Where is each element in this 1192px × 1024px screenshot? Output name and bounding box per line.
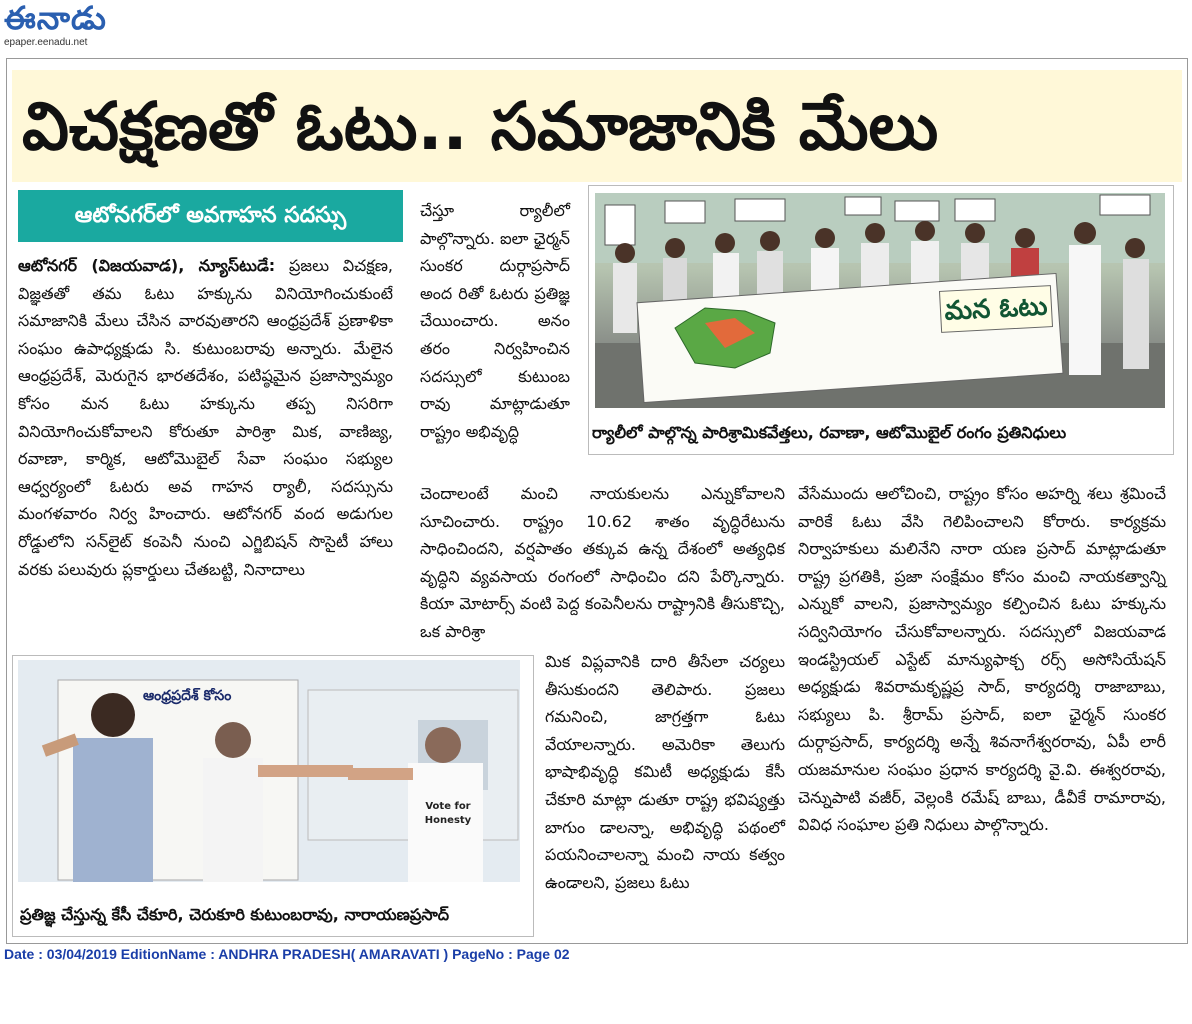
article-text-col2c: మిక విప్లవానికి దారి తీసేలా చర్యలు తీసుకుందని తెలిపారు. ప్రజలు గమనించి, జాగ్రత్తగా ఓటు వేయాలన్నారు. అమెరికా తెలుగు భాషాభివృద్ధి కమిటీ అధ్యక్షుడు కేసీ చేకూరి మాట్లా డుతూ రాష్ట్ర భవిష్యత్తు బాగుం డాలన్నా, అభివృద్ధి పథంలో పయనించాలన్నా మంచి నాయ కత్వం ఉండాలని, ప్రజలు ఓటు <box>545 652 785 892</box>
article-text-col2b: చెందాలంటే మంచి నాయకులను ఎన్నుకోవాలని సూచించారు. రాష్ట్రం 10.62 శాతం వృద్ధిరేటును సాధించిందని, వర్షపాతం తక్కువ ఉన్న దేశంలో అత్యధిక వృద్ధిని వ్యవసాయ రంగంలో సాధించిం దని పేర్కొన్నారు. కియా మోటార్స్‌ వంటి పెద్ద కంపెనీలను రాష్ట్రానికి తీసుకొచ్చి, ఒక పారిశ్రా <box>420 484 785 641</box>
article-column-2-bottom <box>545 648 785 896</box>
article-text-col2: చేస్తూ ర్యాలీలో పాల్గొన్నారు. ఐలా ఛైర్మన్‌ సుంకర దుర్గాప్రసాద్‌ అంద రితో ఓటరు ప్రతిజ్ఞ చేయించారు. అనం తరం నిర్వహించిన సదస్సులో కుటుంబ రావు మాట్లాడుతూ రాష్ట్రం అభివృద్ధి <box>420 201 570 441</box>
pledge-photo-caption: ప్రతిజ్ఞ చేస్తున్న కేసీ చేకూరి, చెరుకూరి కుటుంబరావు, నారాయణప్రసాద్‌ <box>20 905 449 924</box>
article-column-2-mid <box>420 480 785 646</box>
rally-photo[interactable] <box>595 193 1165 408</box>
article-column-2-top <box>420 197 570 445</box>
article-text-col1: ప్రజలు విచక్షణ, విజ్ఞతతో తమ ఓటు హక్కును వినియోగించుకుంటే సమాజానికి మేలు చేసిన వారవుతారని ఆంధ్రప్రదేశ్‌ ప్రణాళికా సంఘం ఉపాధ్యక్షుడు సి. కుటుంబరావు అన్నారు. మేలైన ఆంధ్రప్రదేశ్‌, మెరుగైన భారతదేశం, పటిష్ఠమైన ప్రజాస్వామ్యం కోసం మన ఓటు హక్కును తప్ప నిసరిగా వినియోగించుకోవాలని కోరుతూ పారిశ్రా మిక, వాణిజ్య, రవాణా, కార్మిక, ఆటోమొబైల్‌ సేవా సంఘం సభ్యుల ఆధ్వర్యంలో ఓటరు అవ గాహన ర్యాలీ, సదస్సును మంగళవారం నిర్వ హించారు. ఆటోనగర్‌ వంద అడుగుల రోడ్డులోని సన్‌లైట్‌ కంపెనీ నుంచి ఎగ్జిబిషన్‌ సొసైటీ హాలు వరకు పలువురు ప్లకార్డులు చేతబట్టి, నినాదాలు <box>18 256 393 579</box>
pledge-banner-text: ఆంధ్రప్రదేశ్‌ కోసం <box>143 688 232 704</box>
article-kicker: ఆటోనగర్‌లో అవగాహన సదస్సు <box>18 190 403 242</box>
masthead <box>0 0 200 52</box>
article-column-3 <box>798 480 1166 839</box>
epaper-url[interactable]: epaper.eenadu.net <box>4 37 88 48</box>
pledge-shirt-text: Vote for Honesty <box>424 801 472 826</box>
article-text-col3: వేసేముందు ఆలోచించి, రాష్ట్రం కోసం అహర్ని శలు శ్రమించే వారికే ఓటు వేసి గెలిపించాలని కోరారు. కార్యక్రమ నిర్వాహకులు మలినేని నారా యణ ప్రసాద్‌ మాట్లాడుతూ రాష్ట్ర ప్రగతికి, ప్రజా సంక్షేమం కోసం మంచి నాయకత్వాన్ని ఎన్నుకో వాలని, ప్రజాస్వామ్యం కల్పించిన ఓటు హక్కును సద్వినియోగం చేసుకోవాలన్నారు. సదస్సులో విజయవాడ ఇండస్ట్రియల్‌ ఎస్టేట్‌ మాన్యుఫాక్చ రర్స్‌ అసోసియేషన్‌ అధ్యక్షుడు శివరామకృష్ణప్ర సాద్‌, కార్యదర్శి రాజాబాబు, సభ్యులు పి. శ్రీరామ్‌ ప్రసాద్‌, ఐలా ఛైర్మన్‌ సుంకర దుర్గాప్రసాద్‌, కార్యదర్శి అన్నే శివనాగేశ్వరరావు, ఏపీ లారీ యజమానుల సంఘం ప్రధాన కార్యదర్శి వై.వి. ఈశ్వరరావు, చెన్నుపాటి వజీర్‌, వెల్లంకి రమేష్‌ బాబు, డీవీకే రామారావు, వివిధ సంఘాల ప్రతి నిధులు పాల్గొన్నారు. <box>798 484 1166 835</box>
article-column-1 <box>18 252 393 583</box>
eenadu-logo[interactable]: ఈనాడు <box>4 0 107 37</box>
dateline: ఆటోనగర్‌ (విజయవాడ), న్యూస్‌టుడే: <box>18 256 276 275</box>
pledge-photo[interactable] <box>18 660 520 882</box>
rally-photo-caption: ర్యాలీలో పాల్గొన్న పారిశ్రామికవేత్తలు, రవాణా, ఆటోమొబైల్‌ రంగం ప్రతినిధులు <box>592 423 1067 442</box>
page-headline: విచక్షణతో ఓటు.. సమాజానికి మేలు <box>22 88 939 165</box>
edition-footer: Date : 03/04/2019 EditionName : ANDHRA PRADESH( AMARAVATI ) PageNo : Page 02 <box>4 946 570 962</box>
rally-banner-text: మన ఓటు <box>939 285 1053 333</box>
rally-photo-illustration <box>595 193 1165 408</box>
